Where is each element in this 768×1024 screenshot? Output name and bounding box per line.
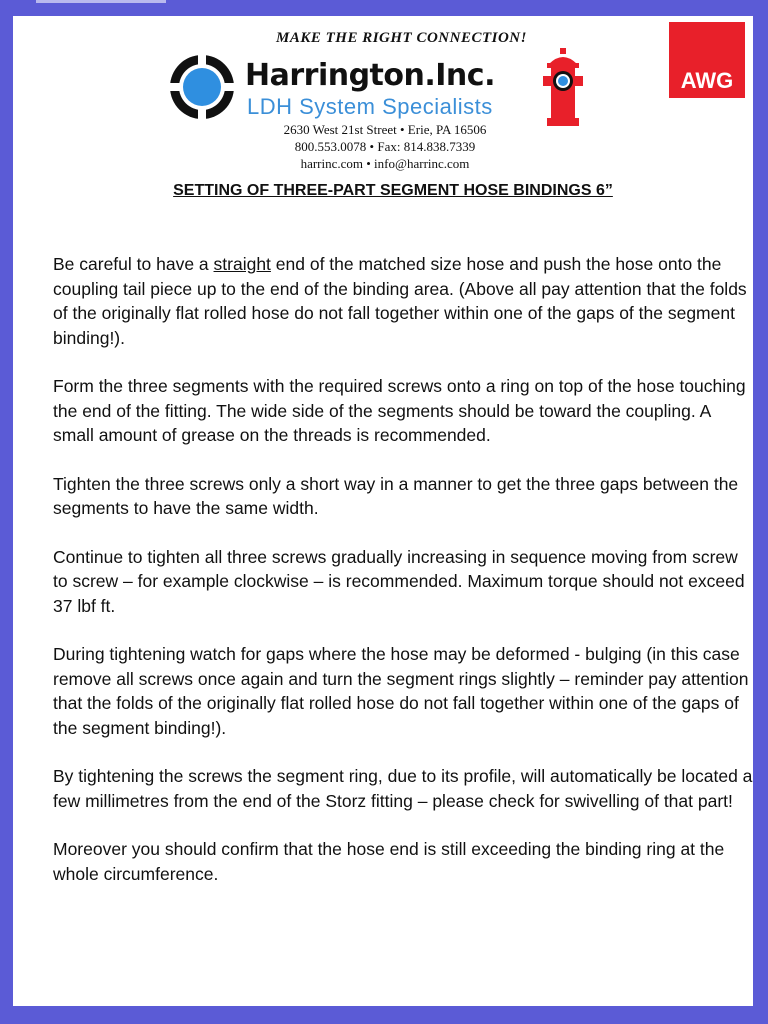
paragraph-1 xyxy=(53,252,753,350)
paragraph-4: Continue to tighten all three screws gradually increasing in sequence moving from screw to screw – for example clockwise – is recommended. Maximum torque should not exceed 37 lbf ft. xyxy=(53,546,745,616)
awg-logo-text: AWG xyxy=(680,68,734,93)
emphasis-straight: straight xyxy=(213,254,271,274)
paragraph-1-start: Be careful to have a xyxy=(53,254,214,274)
coupling-logo-icon xyxy=(169,54,235,120)
paragraph-1-rest: end of the matched size hose and push the hose onto the coupling tail piece up to the end of the binding area. (Above all pay attention that the folds of the originally flat rolled hose do not fall together within one of the gaps of the segment binding!). xyxy=(53,254,747,348)
company-subtitle: LDH System Specialists xyxy=(247,94,493,119)
contact-web: harrinc.com • info@harrinc.com xyxy=(300,156,470,171)
tagline: MAKE THE RIGHT CONNECTION! xyxy=(276,30,527,46)
paragraph-2: Form the three segments with the required screws onto a ring on top of the hose touching the end of the fitting. The wide side of the segments should be toward the coupling. A small amount of grease on the threads is recommended. xyxy=(53,376,746,445)
paragraph-5: During tightening watch for gaps where the hose may be deformed - bulging (in this case remove all screws once again and turn the segment rings slightly – reminder pay attention that the folds of the originally flat rolled hose do not fall together within one of the gaps of the segment binding!). xyxy=(53,644,749,738)
company-name: Harrington.Inc. xyxy=(245,58,495,93)
top-strip xyxy=(36,0,166,3)
contact-phone: 800.553.0078 • Fax: 814.838.7339 xyxy=(294,139,476,154)
hydrant-icon xyxy=(543,48,583,126)
paragraph-3: Tighten the three screws only a short way in a manner to get the three gaps between the segments to have the same width. xyxy=(53,473,739,518)
paragraph-7: Moreover you should confirm that the hose end is still exceeding the binding ring at the whole circumference. xyxy=(53,839,725,884)
document-title: SETTING OF THREE-PART SEGMENT HOSE BINDINGS 6” xyxy=(173,182,613,199)
contact-address: 2630 West 21st Street • Erie, PA 16506 xyxy=(283,122,487,137)
instructions-body xyxy=(53,252,753,910)
awg-logo xyxy=(669,22,745,98)
page xyxy=(13,16,753,1006)
paragraph-6: By tightening the screws the segment ring, due to its profile, will automatically be located a few millimetres from the end of the Storz fitting – please check for swivelling of that part! xyxy=(53,766,753,811)
